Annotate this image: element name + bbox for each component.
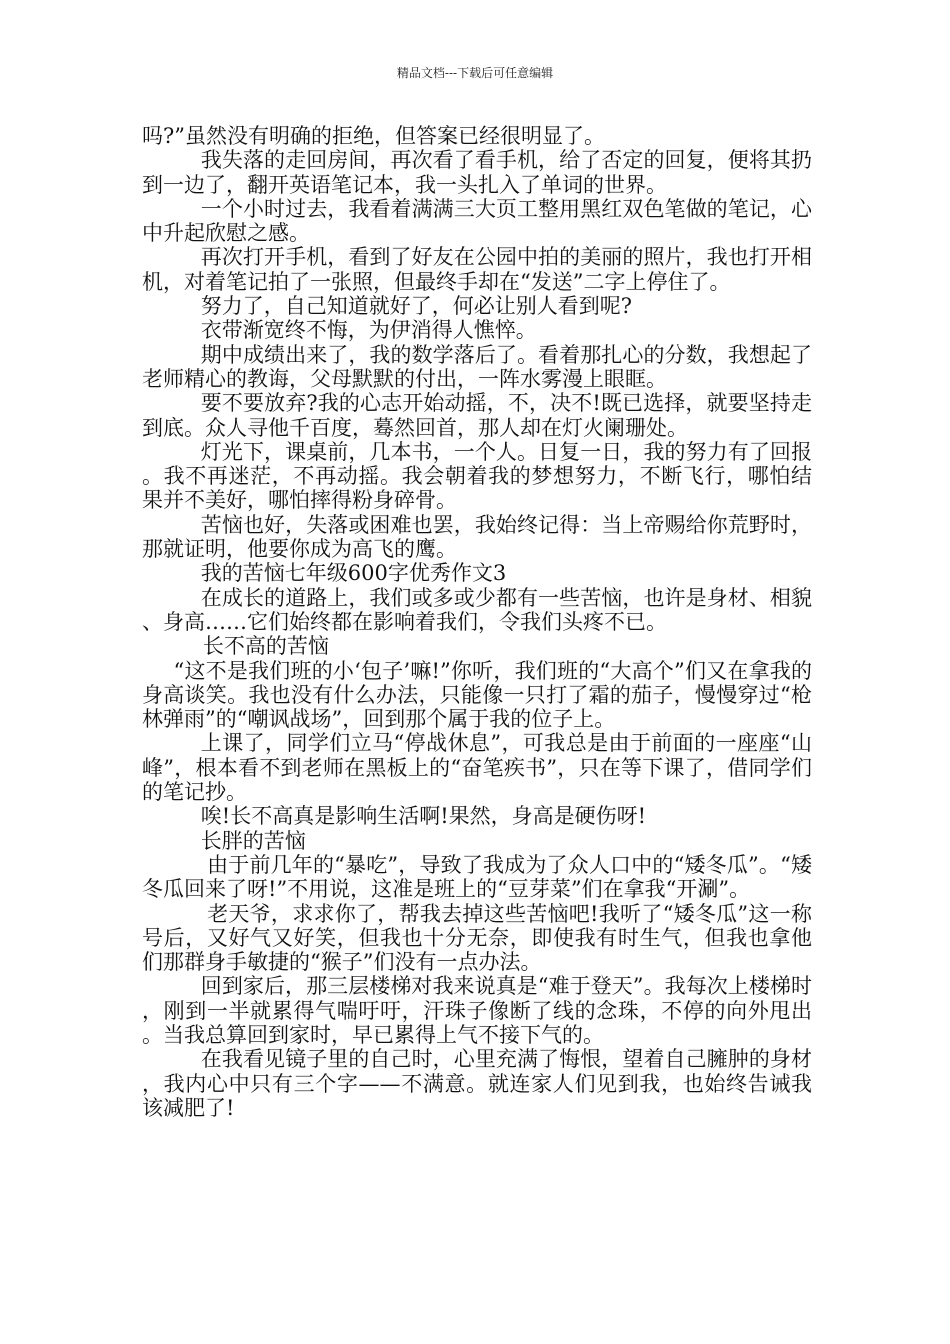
paragraph: 老天爷，求求你了，帮我去掉这些苦恼吧!我听了“矮冬瓜”这一称号后，又好气又好笑，但我也十分无奈，即使我有时生气，但我也拿他们那群身手敏捷的“猴子”们没有一点办法。	[142, 901, 812, 975]
paragraph: 再次打开手机，看到了好友在公园中拍的美丽的照片，我也打开相机，对着笔记拍了一张照，但最终手却在“发送”二字上停住了。	[142, 245, 812, 294]
paragraph: 一个小时过去，我看着满满三大页工整用黑红双色笔做的笔记，心中升起欣慰之感。	[142, 196, 812, 246]
paragraph: “这不是我们班的小‘包子’嘛!”你听，我们班的“大高个”们又在拿我的身高谈笑。我也没有什么办法，只能像一只打了霜的茄子，慢慢穿过“枪林弹雨”的“嘲讽战场”，回到那个属于我的位子上。	[142, 658, 812, 732]
paragraph: 上课了，同学们立马“停战休息”，可我总是由于前面的一座座“山峰”，根本看不到老师在黑板上的“奋笔疾书”，只在等下课了，借同学们的笔记抄。	[142, 731, 812, 805]
paragraph: 苦恼也好，失落或困难也罢，我始终记得：当上帝赐给你荒野时，那就证明，他要你成为高飞的鹰。	[142, 512, 812, 562]
paragraph: 在我看见镜子里的自己时，心里充满了悔恨，望着自己臃肿的身材，我内心中只有三个字——不满意。就连家人们见到我，也始终告诫我该减肥了!	[142, 1047, 812, 1120]
paragraph: 要不要放弃?我的心志开始动摇，不，决不!既已选择，就要坚持走到底。众人寻他千百度，蓦然回首，那人却在灯火阑珊处。	[142, 391, 812, 440]
section-title: 我的苦恼七年级600字优秀作文3	[200, 561, 507, 586]
paragraph: 衣带渐宽终不悔，为伊消得人憔悴。	[200, 318, 537, 343]
paragraph: 我失落的走回房间，再次看了看手机，给了否定的回复，便将其扔到一边了，翻开英语笔记本，我一头扎入了单词的世界。	[142, 148, 812, 197]
paragraph: 期中成绩出来了，我的数学落后了。看着那扎心的分数，我想起了老师精心的教诲，父母默默的付出，一阵水雾漫上眼眶。	[142, 342, 812, 391]
paragraph: 努力了，自己知道就好了，何必让别人看到呢?	[200, 294, 633, 319]
paragraph: 灯光下，课桌前，几本书，一个人。日复一日，我的努力有了回报。我不再迷茫，不再动摇。我会朝着我的梦想努力，不断飞行，哪怕结果并不美好，哪怕摔得粉身碎骨。	[142, 439, 812, 513]
paragraph: 由于前几年的“暴吃”，导致了我成为了众人口中的“矮冬瓜”。“矮冬瓜回来了呀!”不用说，这准是班上的“豆芽菜”们在拿我“开涮”。	[142, 852, 812, 902]
document-body	[142, 124, 812, 1120]
paragraph: 吗?”虽然没有明确的拒绝，但答案已经很明显了。	[142, 124, 605, 148]
paragraph: 在成长的道路上，我们或多或少都有一些苦恼，也许是身材、相貌、身高……它们始终都在影响着我们，令我们头疼不已。	[142, 585, 812, 634]
subsection-title: 长不高的苦恼	[202, 634, 329, 659]
page-header: 精品文档---下载后可任意编辑	[396, 66, 554, 80]
paragraph: 回到家后，那三层楼梯对我来说真是“难于登天”。我每次上楼梯时，刚到一半就累得气喘吁吁，汗珠子像断了线的念珠，不停的向外甩出。当我总算回到家时，早已累得上气不接下气的。	[142, 974, 812, 1047]
subsection-title: 长胖的苦恼	[200, 828, 306, 853]
paragraph: 唉!长不高真是影响生活啊!果然，身高是硬伤呀!	[200, 804, 647, 829]
